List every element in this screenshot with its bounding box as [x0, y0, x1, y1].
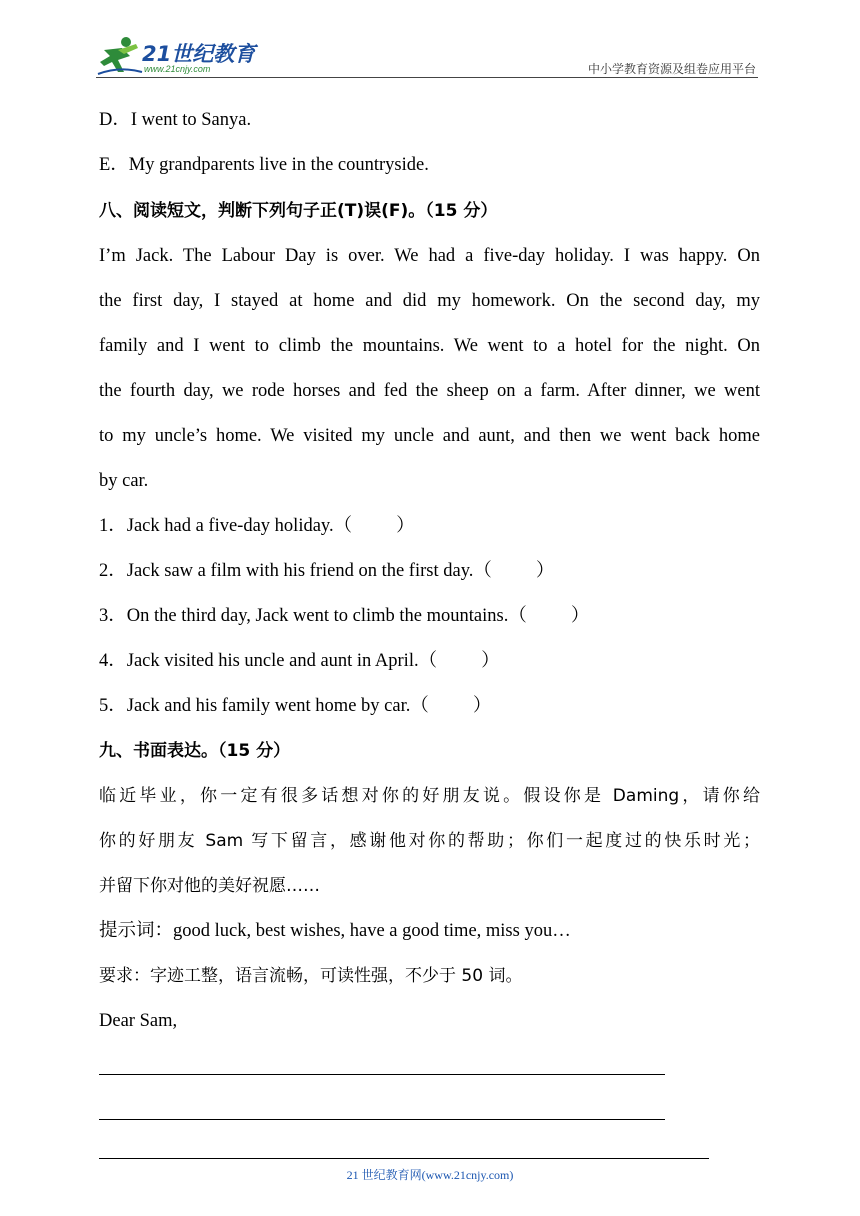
passage-line: to my uncle’s home. We visited my uncle and aunt, and then we went back home	[99, 426, 760, 446]
requirements: 要求：字迹工整，语言流畅，可读性强，不少于 50 词。	[99, 966, 523, 986]
site-logo[interactable]	[96, 36, 266, 78]
question-text: 4．Jack visited his uncle and aunt in April.（	[99, 651, 438, 671]
hint-words: 提示词：good luck, best wishes, have a good time, miss you…	[99, 921, 571, 941]
question-4	[99, 649, 500, 673]
brand-url[interactable]: www.21cnjy.com	[144, 64, 211, 74]
section8-heading: 八、阅读短文，判断下列句子正(T)误(F)。（15 分）	[99, 201, 498, 221]
writing-line[interactable]	[99, 1119, 665, 1120]
question-5	[99, 694, 491, 718]
prompt-line: 临近毕业，你一定有很多话想对你的好朋友说。假设你是 Daming，请你给	[99, 786, 760, 806]
passage-line: family and I went to climb the mountains. We went to a hotel for the night. On	[99, 336, 760, 356]
prompt-line: 并留下你对他的美好祝愿……	[99, 876, 320, 896]
option-d: D．I went to Sanya.	[99, 110, 252, 130]
passage-line: by car.	[99, 471, 149, 491]
question-1	[99, 514, 415, 538]
salutation: Dear Sam,	[99, 1011, 178, 1031]
passage-line: I’m Jack. The Labour Day is over. We had a five-day holiday. I was happy. On	[99, 246, 760, 266]
writing-line[interactable]	[99, 1074, 665, 1075]
page-header	[0, 0, 860, 80]
platform-title: 中小学教育资源及组卷应用平台	[587, 62, 756, 76]
close-paren: ）	[535, 561, 555, 581]
question-text: 5．Jack and his family went home by car.（	[99, 696, 429, 716]
writing-line[interactable]	[99, 1158, 709, 1159]
prompt-line: 你的好朋友 Sam 写下留言，感谢他对你的帮助；你们一起度过的快乐时光；	[99, 831, 760, 851]
footer-text[interactable]: 21 世纪教育网(www.21cnjy.com)	[346, 1168, 514, 1182]
header-divider	[96, 77, 758, 78]
runner-logo-icon	[96, 36, 144, 76]
close-paren: ）	[570, 606, 590, 626]
close-paren: ）	[396, 516, 415, 536]
section9-heading: 九、书面表达。（15 分）	[99, 741, 291, 761]
close-paren: ）	[481, 651, 500, 671]
question-text: 2．Jack saw a film with his friend on the first day.（	[99, 561, 492, 581]
question-3	[99, 604, 589, 628]
question-text: 1．Jack had a five-day holiday.（	[99, 516, 353, 536]
question-2	[99, 559, 554, 583]
question-text: 3．On the third day, Jack went to climb the mountains.（	[99, 606, 527, 626]
passage-line: the first day, I stayed at home and did my homework. On the second day, my	[99, 291, 760, 311]
brand-name: 21世纪教育	[142, 42, 256, 66]
close-paren: ）	[472, 696, 492, 716]
option-e: E．My grandparents live in the countryside.	[99, 155, 429, 175]
passage-line: the fourth day, we rode horses and fed the sheep on a farm. After dinner, we went	[99, 381, 760, 401]
